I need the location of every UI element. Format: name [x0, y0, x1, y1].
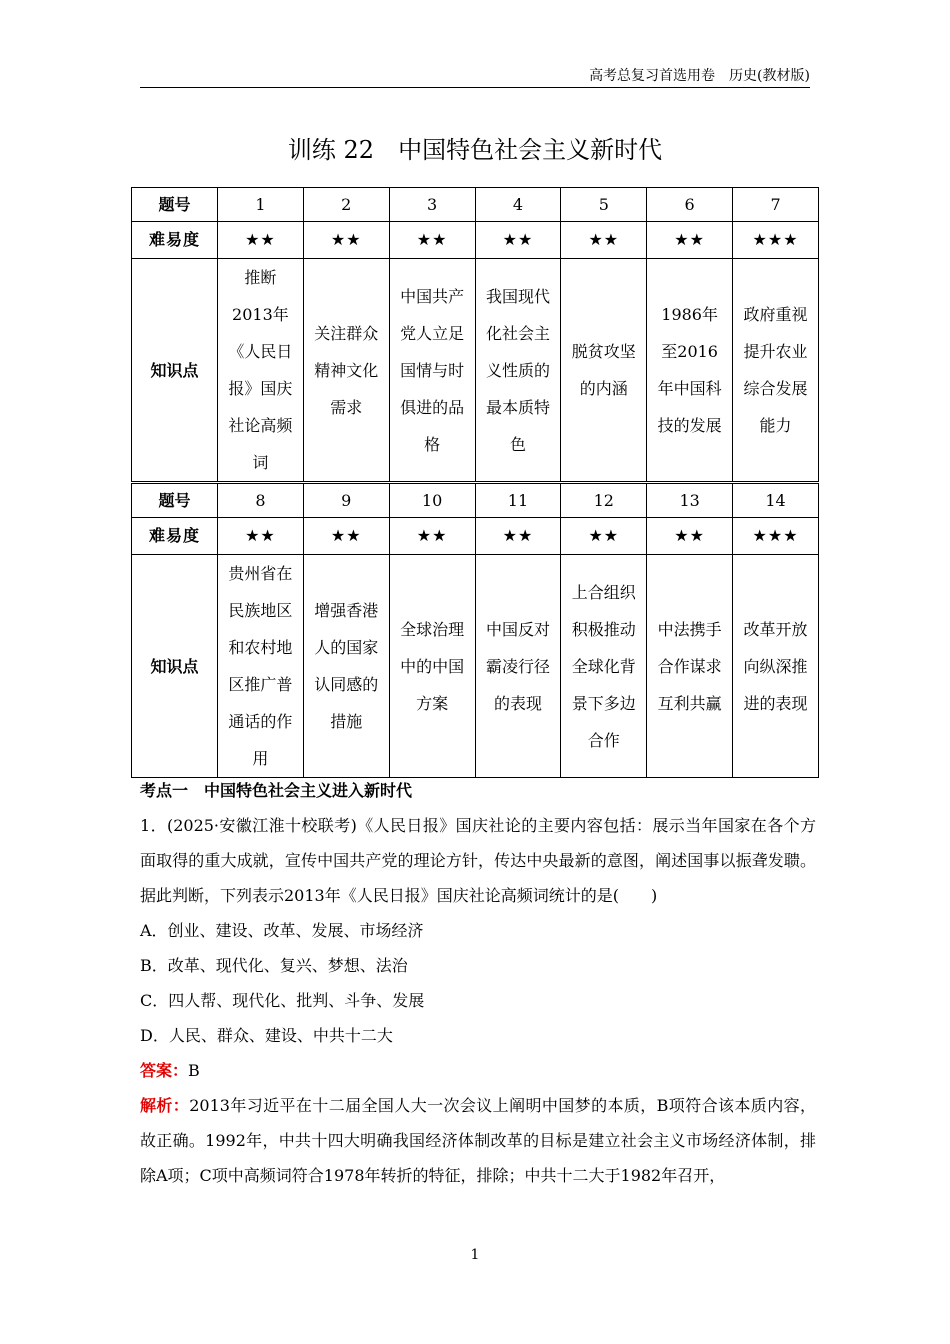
difficulty-cell: ★★ — [218, 222, 304, 259]
difficulty-cell: ★★ — [647, 518, 733, 555]
difficulty-cell: ★★ — [389, 518, 475, 555]
knowledge-header-cell: 知识点 — [132, 259, 218, 483]
number-cell: 12 — [561, 483, 647, 518]
knowledge-point-table — [131, 187, 819, 778]
analysis-label: 解析： — [140, 1096, 190, 1115]
option-d: D．人民、群众、建设、中共十二大 — [140, 1026, 393, 1045]
number-cell: 6 — [647, 188, 733, 222]
knowledge-cell: 关注群众精神文化需求 — [303, 259, 389, 483]
difficulty-cell: ★★ — [561, 222, 647, 259]
difficulty-cell: ★★ — [475, 222, 561, 259]
knowledge-cell: 改革开放向纵深推进的表现 — [733, 555, 819, 778]
difficulty-cell: ★★ — [303, 518, 389, 555]
knowledge-cell: 政府重视提升农业综合发展能力 — [733, 259, 819, 483]
number-cell: 8 — [218, 483, 304, 518]
number-cell: 14 — [733, 483, 819, 518]
answer-label: 答案： — [140, 1061, 189, 1080]
table-row — [132, 555, 819, 778]
number-cell: 3 — [389, 188, 475, 222]
knowledge-cell: 1986年至2016年中国科技的发展 — [647, 259, 733, 483]
difficulty-cell: ★★ — [561, 518, 647, 555]
difficulty-cell: ★★ — [389, 222, 475, 259]
number-cell: 13 — [647, 483, 733, 518]
knowledge-cell: 增强香港人的国家认同感的措施 — [303, 555, 389, 778]
difficulty-header-cell: 难易度 — [132, 222, 218, 259]
table-row — [132, 188, 819, 222]
table-row — [132, 259, 819, 483]
table-row — [132, 518, 819, 555]
number-cell: 10 — [389, 483, 475, 518]
number-cell: 7 — [733, 188, 819, 222]
header-text: 高考总复习首选用卷 历史(教材版) — [589, 68, 810, 84]
knowledge-cell: 中法携手合作谋求互利共赢 — [647, 555, 733, 778]
page-number: 1 — [470, 1247, 480, 1263]
difficulty-cell: ★★ — [303, 222, 389, 259]
number-header-cell: 题号 — [132, 483, 218, 518]
option-b: B．改革、现代化、复兴、梦想、法治 — [140, 956, 408, 975]
option-c: C．四人帮、现代化、批判、斗争、发展 — [140, 991, 425, 1010]
knowledge-cell: 全球治理中的中国方案 — [389, 555, 475, 778]
difficulty-cell: ★★★ — [733, 518, 819, 555]
analysis-paragraph — [140, 1088, 816, 1193]
number-cell: 9 — [303, 483, 389, 518]
difficulty-cell: ★★ — [647, 222, 733, 259]
number-cell: 1 — [218, 188, 304, 222]
number-header-cell: 题号 — [132, 188, 218, 222]
page-header — [140, 68, 810, 88]
number-cell: 11 — [475, 483, 561, 518]
knowledge-cell: 贵州省在民族地区和农村地区推广普通话的作用 — [218, 555, 304, 778]
content-body — [140, 780, 816, 1193]
page-title: 训练 22 中国特色社会主义新时代 — [287, 136, 663, 164]
knowledge-cell: 推断2013年《人民日报》国庆社论高频词 — [218, 259, 304, 483]
knowledge-cell: 脱贫攻坚的内涵 — [561, 259, 647, 483]
knowledge-cell: 上合组织积极推动全球化背景下多边合作 — [561, 555, 647, 778]
knowledge-cell: 中国反对霸凌行径的表现 — [475, 555, 561, 778]
difficulty-cell: ★★★ — [733, 222, 819, 259]
number-cell: 2 — [303, 188, 389, 222]
difficulty-cell: ★★ — [475, 518, 561, 555]
number-cell: 4 — [475, 188, 561, 222]
knowledge-cell: 我国现代化社会主义性质的最本质特色 — [475, 259, 561, 483]
table-row — [132, 483, 819, 518]
difficulty-header-cell: 难易度 — [132, 518, 218, 555]
number-cell: 5 — [561, 188, 647, 222]
knowledge-cell: 中国共产党人立足国情与时俱进的品格 — [389, 259, 475, 483]
option-a: A．创业、建设、改革、发展、市场经济 — [140, 921, 424, 940]
table-row — [132, 222, 819, 259]
analysis-text: 2013年习近平在十二届全国人大一次会议上阐明中国梦的本质，B项符合该本质内容，故正确。1992年，中共十四大明确我国经济体制改革的目标是建立社会主义市场经济体制，排除A项；C项中高频词符合1978年转折的特征，排除；中共十二大于1982年召开， — [140, 1096, 816, 1185]
answer-line — [140, 1053, 816, 1088]
answer-value: B — [188, 1061, 200, 1080]
section-title: 考点一 中国特色社会主义进入新时代 — [140, 781, 413, 800]
question-stem: 1．(2025·安徽江淮十校联考)《人民日报》国庆社论的主要内容包括：展示当年国家在各个方面取得的重大成就，宣传中国共产党的理论方针，传达中央最新的意图，阐述国事以振聋发聩。据此判断，下列表示2013年《人民日报》国庆社论高频词统计的是( ) — [140, 816, 816, 905]
knowledge-header-cell: 知识点 — [132, 555, 218, 778]
difficulty-cell: ★★ — [218, 518, 304, 555]
